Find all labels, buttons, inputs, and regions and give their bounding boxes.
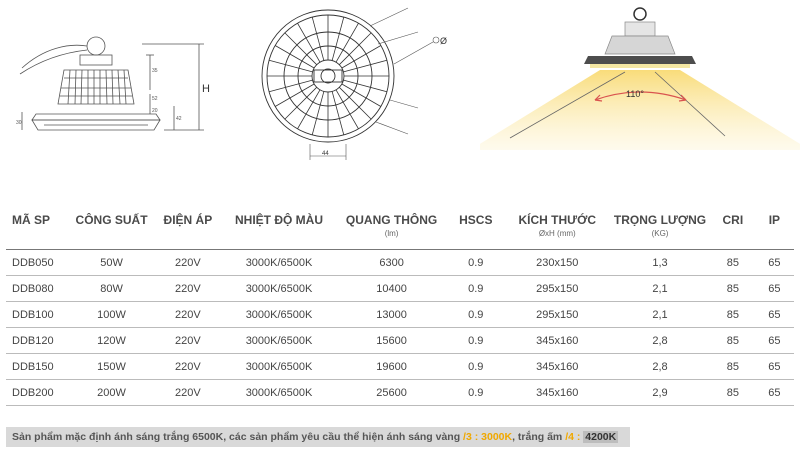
footer-mid: , trắng ấm	[512, 431, 566, 443]
dim-label-20: 20	[152, 108, 158, 114]
table-header-row	[6, 207, 794, 250]
table-cell: 220V	[155, 328, 221, 354]
neutral-prefix: /4 :	[565, 431, 584, 443]
table-cell: 50W	[68, 250, 155, 276]
grille-spoke	[312, 91, 324, 134]
table-cell: 3000K/6500K	[221, 302, 337, 328]
table-cell: 6300	[337, 250, 446, 276]
table-cell: 2,1	[609, 302, 711, 328]
diameter-label: Ø	[440, 36, 448, 46]
table-cell: 100W	[68, 302, 155, 328]
table-cell: 25600	[337, 380, 446, 406]
table-cell: 345x160	[505, 328, 609, 354]
table-cell: 200W	[68, 380, 155, 406]
dim-label-30: 30	[16, 120, 22, 126]
table-cell: DDB100	[6, 302, 68, 328]
warm-code: /3 : 3000K	[463, 431, 513, 443]
table-cell: 65	[755, 250, 794, 276]
table-cell: 3000K/6500K	[221, 276, 337, 302]
spec-table	[6, 207, 794, 406]
top-view-drawing	[258, 4, 448, 164]
table-cell: 0.9	[446, 328, 505, 354]
neutral-value: 4200K	[585, 431, 617, 443]
width-label: 44	[322, 151, 329, 157]
table-cell: 13000	[337, 302, 446, 328]
col-header-weight: TRỌNG LƯỢNG (KG)	[609, 207, 711, 250]
table-cell: 65	[755, 380, 794, 406]
unit-lm: (lm)	[384, 229, 399, 238]
table-cell: 0.9	[446, 354, 505, 380]
table-cell: 15600	[337, 328, 446, 354]
grille-spoke	[269, 60, 312, 72]
table-cell: 220V	[155, 276, 221, 302]
table-cell: 230x150	[505, 250, 609, 276]
table-cell: 85	[711, 328, 755, 354]
table-cell: 85	[711, 354, 755, 380]
col-header-power-factor: HSCS	[446, 207, 505, 250]
grille-spoke	[312, 17, 324, 60]
grille-spoke	[332, 91, 344, 134]
table-cell: 2,9	[609, 380, 711, 406]
beam-angle-label: 110°	[626, 89, 644, 99]
table-cell: 3000K/6500K	[221, 354, 337, 380]
beam-angle-illustration	[480, 0, 800, 160]
table-cell: 65	[755, 328, 794, 354]
height-label: H	[202, 83, 210, 95]
table-cell: 150W	[68, 354, 155, 380]
table-cell: 65	[755, 354, 794, 380]
col-header-luminous-flux: QUANG THÔNG (lm)	[337, 207, 446, 250]
col-header-voltage: ĐIỆN ÁP	[155, 207, 221, 250]
table-cell: DDB200	[6, 380, 68, 406]
table-cell: 19600	[337, 354, 446, 380]
unit-mm: ØxH (mm)	[538, 229, 576, 238]
table-cell: 1,3	[609, 250, 711, 276]
col-header-dimensions: KÍCH THƯỚC ØxH (mm)	[505, 207, 609, 250]
table-cell: DDB150	[6, 354, 68, 380]
grille-spoke	[343, 60, 386, 72]
side-view-drawing	[14, 8, 224, 158]
footer-text: Sản phẩm mặc định ánh sáng trắng 6500K, các sản phẩm yêu cầu thể hiện ánh sáng vàng	[12, 431, 464, 443]
dim-label-35: 35	[152, 68, 158, 74]
grille-spoke	[343, 80, 386, 92]
table-cell: 220V	[155, 354, 221, 380]
table-cell: 295x150	[505, 276, 609, 302]
product-drawings	[0, 0, 800, 200]
table-cell: DDB080	[6, 276, 68, 302]
table-cell: 345x160	[505, 354, 609, 380]
table-cell: 120W	[68, 328, 155, 354]
table-cell: 3000K/6500K	[221, 380, 337, 406]
table-cell: 0.9	[446, 302, 505, 328]
table-row	[6, 354, 794, 380]
table-row	[6, 328, 794, 354]
table-cell: 2,8	[609, 328, 711, 354]
table-cell: 85	[711, 250, 755, 276]
col-header-power: CÔNG SUẤT	[68, 207, 155, 250]
table-cell: 3000K/6500K	[221, 328, 337, 354]
col-header-ip: IP	[755, 207, 794, 250]
table-cell: 0.9	[446, 250, 505, 276]
col-header-code: MÃ SP	[6, 207, 68, 250]
table-cell: 10400	[337, 276, 446, 302]
high-bay-lamp-icon	[584, 8, 696, 68]
table-cell: 85	[711, 302, 755, 328]
table-cell: DDB050	[6, 250, 68, 276]
light-cone	[480, 70, 800, 150]
table-cell: 65	[755, 302, 794, 328]
dim-label-42: 42	[176, 116, 182, 122]
table-cell: 220V	[155, 302, 221, 328]
table-cell: 80W	[68, 276, 155, 302]
table-cell: 345x160	[505, 380, 609, 406]
table-cell: 65	[755, 276, 794, 302]
table-cell: 3000K/6500K	[221, 250, 337, 276]
table-cell: 0.9	[446, 380, 505, 406]
table-row	[6, 276, 794, 302]
unit-kg: (KG)	[651, 229, 669, 238]
table-cell: 2,8	[609, 354, 711, 380]
table-row	[6, 380, 794, 406]
table-cell: 295x150	[505, 302, 609, 328]
col-header-color-temp: NHIỆT ĐỘ MÀU	[221, 207, 337, 250]
grille-spoke	[269, 80, 312, 92]
table-row	[6, 302, 794, 328]
table-cell: 85	[711, 380, 755, 406]
col-header-cri: CRI	[711, 207, 755, 250]
table-row	[6, 250, 794, 276]
footer-note	[6, 427, 630, 447]
dim-label-52: 52	[152, 96, 158, 102]
table-cell: 0.9	[446, 276, 505, 302]
table-cell: 2,1	[609, 276, 711, 302]
table-cell: 220V	[155, 250, 221, 276]
table-cell: 220V	[155, 380, 221, 406]
grille-spoke	[332, 17, 344, 60]
table-cell: DDB120	[6, 328, 68, 354]
table-cell: 85	[711, 276, 755, 302]
